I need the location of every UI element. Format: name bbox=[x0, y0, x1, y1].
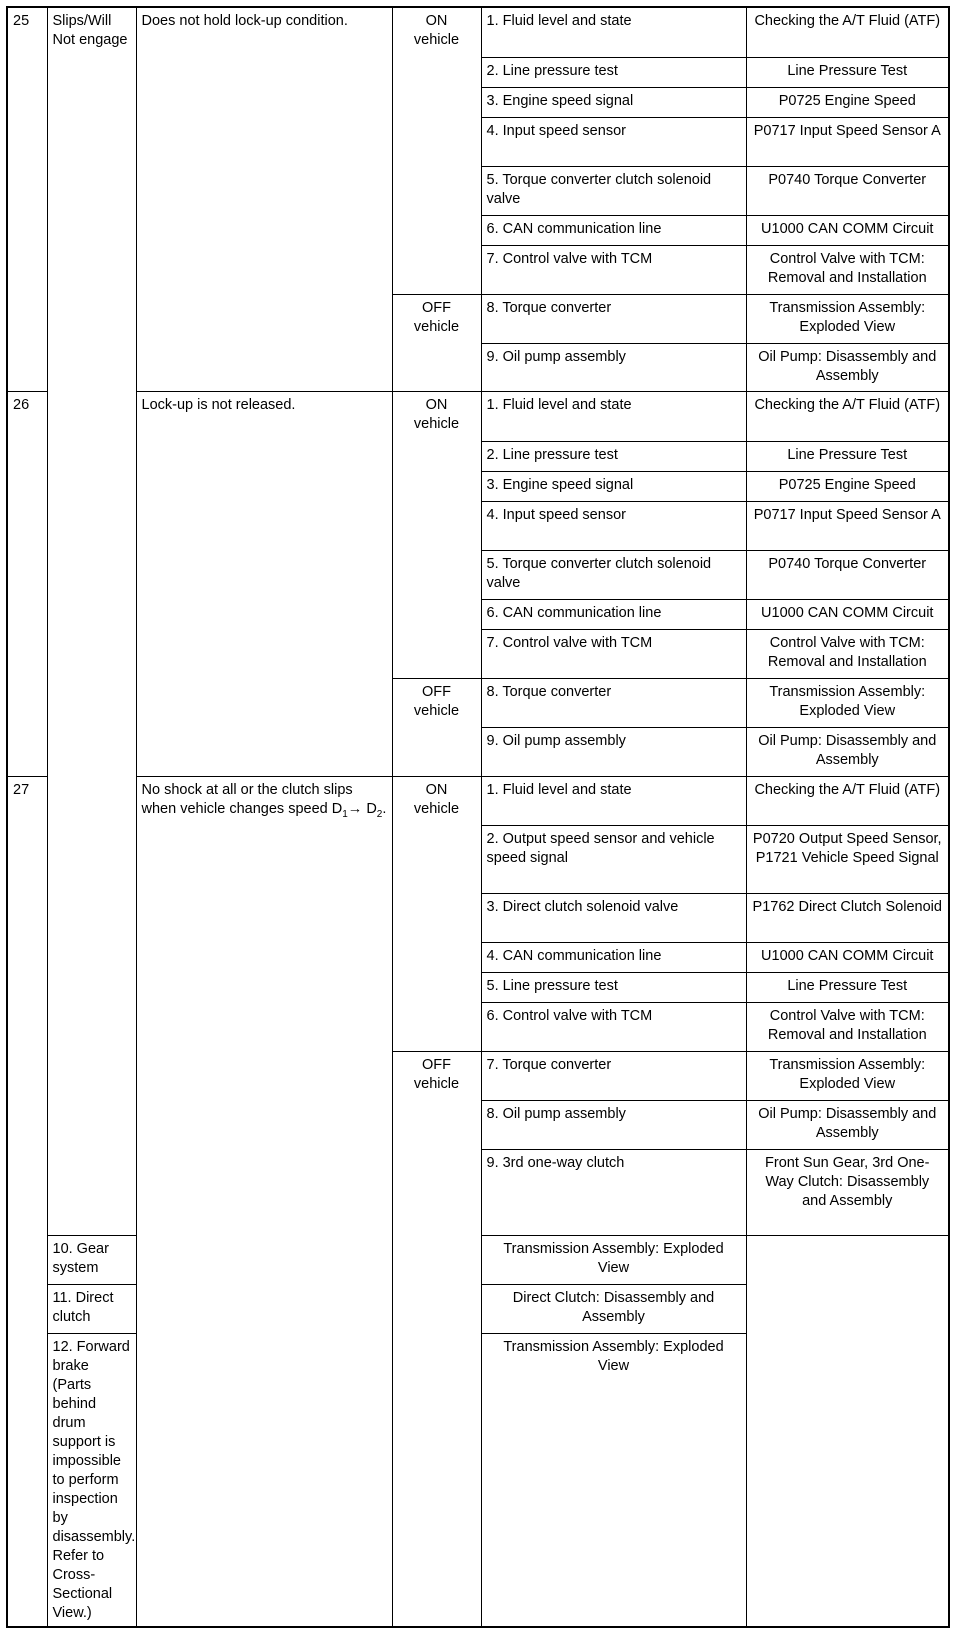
gear-letter: D bbox=[366, 800, 377, 817]
location-line: ON bbox=[425, 781, 448, 798]
reference-link[interactable]: Control Valve with TCM: Removal and Installation bbox=[746, 629, 949, 678]
reference-link[interactable]: Front Sun Gear, 3rd One-Way Clutch: Disassembly and Assembly bbox=[746, 1149, 949, 1235]
reference-link[interactable]: Checking the A/T Fluid (ATF) bbox=[746, 7, 949, 57]
check-item: 6. Control valve with TCM bbox=[481, 1002, 746, 1051]
table-row bbox=[7, 391, 949, 441]
table-row bbox=[7, 7, 949, 57]
check-item: 5. Line pressure test bbox=[481, 972, 746, 1002]
reference-link[interactable]: P0720 Output Speed Sensor, P1721 Vehicle Speed Signal bbox=[746, 825, 949, 893]
check-item: 2. Line pressure test bbox=[481, 441, 746, 471]
location-cell bbox=[392, 678, 481, 776]
document-page bbox=[6, 6, 950, 1628]
reference-link[interactable]: Checking the A/T Fluid (ATF) bbox=[746, 391, 949, 441]
check-item: 3. Direct clutch solenoid valve bbox=[481, 893, 746, 942]
condition-main-text: No shock at all or the clutch slips when vehicle changes speed D bbox=[141, 781, 353, 817]
location-line: OFF bbox=[422, 683, 451, 700]
diagnosis-table bbox=[6, 6, 950, 1628]
reference-link[interactable]: Direct Clutch: Disassembly and Assembly bbox=[481, 1284, 746, 1333]
reference-link[interactable]: P0717 Input Speed Sensor A bbox=[746, 501, 949, 550]
check-item: 4. Input speed sensor bbox=[481, 501, 746, 550]
reference-link[interactable]: P0740 Torque Converter bbox=[746, 166, 949, 215]
table-row bbox=[7, 776, 949, 825]
gear-subscript: 2 bbox=[376, 808, 383, 820]
check-item: 11. Direct clutch bbox=[47, 1284, 136, 1333]
reference-link[interactable]: Control Valve with TCM: Removal and Installation bbox=[746, 245, 949, 294]
symptom-number: 25 bbox=[7, 7, 47, 391]
check-item: 2. Line pressure test bbox=[481, 57, 746, 87]
reference-link[interactable]: Transmission Assembly: Exploded View bbox=[481, 1235, 746, 1284]
check-item: 1. Fluid level and state bbox=[481, 7, 746, 57]
check-item: 9. Oil pump assembly bbox=[481, 727, 746, 776]
reference-link[interactable]: U1000 CAN COMM Circuit bbox=[746, 942, 949, 972]
location-line: OFF bbox=[422, 1056, 451, 1073]
check-item: 3. Engine speed signal bbox=[481, 471, 746, 501]
location-cell bbox=[392, 1051, 481, 1627]
check-item: 9. 3rd one-way clutch bbox=[481, 1149, 746, 1235]
location-cell bbox=[392, 776, 481, 1051]
reference-link[interactable]: P1762 Direct Clutch Solenoid bbox=[746, 893, 949, 942]
reference-link[interactable]: Transmission Assembly: Exploded View bbox=[481, 1333, 746, 1627]
reference-link[interactable]: Line Pressure Test bbox=[746, 972, 949, 1002]
location-cell bbox=[392, 7, 481, 294]
check-item: 8. Torque converter bbox=[481, 678, 746, 727]
location-line: OFF bbox=[422, 299, 451, 316]
reference-link[interactable]: P0717 Input Speed Sensor A bbox=[746, 117, 949, 166]
location-line: vehicle bbox=[413, 415, 460, 432]
reference-link[interactable]: U1000 CAN COMM Circuit bbox=[746, 599, 949, 629]
check-item: 8. Torque converter bbox=[481, 294, 746, 343]
check-item: 6. CAN communication line bbox=[481, 599, 746, 629]
location-cell bbox=[392, 294, 481, 391]
reference-link[interactable]: P0725 Engine Speed bbox=[746, 87, 949, 117]
location-line: vehicle bbox=[413, 318, 460, 335]
reference-link[interactable]: Oil Pump: Disassembly and Assembly bbox=[746, 1100, 949, 1149]
reference-link[interactable]: P0740 Torque Converter bbox=[746, 550, 949, 599]
check-item: 1. Fluid level and state bbox=[481, 776, 746, 825]
reference-link[interactable]: Oil Pump: Disassembly and Assembly bbox=[746, 343, 949, 391]
reference-link[interactable]: Transmission Assembly: Exploded View bbox=[746, 1051, 949, 1100]
check-item: 8. Oil pump assembly bbox=[481, 1100, 746, 1149]
reference-link[interactable]: Transmission Assembly: Exploded View bbox=[746, 294, 949, 343]
reference-link[interactable]: Checking the A/T Fluid (ATF) bbox=[746, 776, 949, 825]
check-item: 2. Output speed sensor and vehicle speed signal bbox=[481, 825, 746, 893]
condition-text bbox=[136, 776, 392, 1627]
check-item: 7. Torque converter bbox=[481, 1051, 746, 1100]
reference-link[interactable]: Transmission Assembly: Exploded View bbox=[746, 678, 949, 727]
check-item: 1. Fluid level and state bbox=[481, 391, 746, 441]
location-line: vehicle bbox=[413, 32, 460, 48]
check-item: 6. CAN communication line bbox=[481, 215, 746, 245]
condition-end: . bbox=[382, 800, 387, 817]
check-item: 3. Engine speed signal bbox=[481, 87, 746, 117]
check-item: 7. Control valve with TCM bbox=[481, 245, 746, 294]
location-line: vehicle bbox=[413, 702, 460, 719]
check-item: 7. Control valve with TCM bbox=[481, 629, 746, 678]
location-line: ON bbox=[425, 396, 448, 413]
reference-link[interactable]: Line Pressure Test bbox=[746, 441, 949, 471]
location-line: ON bbox=[425, 13, 448, 29]
location-line: vehicle bbox=[413, 1075, 460, 1092]
reference-link[interactable]: Line Pressure Test bbox=[746, 57, 949, 87]
reference-link[interactable]: Oil Pump: Disassembly and Assembly bbox=[746, 727, 949, 776]
symptom-name: Slips/Will Not engage bbox=[47, 7, 136, 1235]
check-item: 10. Gear system bbox=[47, 1235, 136, 1284]
condition-text: Does not hold lock-up condition. bbox=[136, 7, 392, 391]
check-item: 4. CAN communication line bbox=[481, 942, 746, 972]
arrow-icon: → bbox=[347, 800, 363, 817]
location-line: vehicle bbox=[413, 800, 460, 817]
condition-text: Lock-up is not released. bbox=[136, 391, 392, 776]
check-item: 12. Forward brake (Parts behind drum support is impossible to perform inspection by disassembly. Refer to Cross-Sectional View.) bbox=[47, 1333, 136, 1627]
symptom-number: 27 bbox=[7, 776, 47, 1627]
check-item: 5. Torque converter clutch solenoid valve bbox=[481, 550, 746, 599]
gear-subscript: 1 bbox=[342, 808, 348, 820]
reference-link[interactable]: P0725 Engine Speed bbox=[746, 471, 949, 501]
reference-link[interactable]: U1000 CAN COMM Circuit bbox=[746, 215, 949, 245]
symptom-number: 26 bbox=[7, 391, 47, 776]
location-cell bbox=[392, 391, 481, 678]
check-item: 4. Input speed sensor bbox=[481, 117, 746, 166]
check-item: 9. Oil pump assembly bbox=[481, 343, 746, 391]
check-item: 5. Torque converter clutch solenoid valve bbox=[481, 166, 746, 215]
reference-link[interactable]: Control Valve with TCM: Removal and Installation bbox=[746, 1002, 949, 1051]
